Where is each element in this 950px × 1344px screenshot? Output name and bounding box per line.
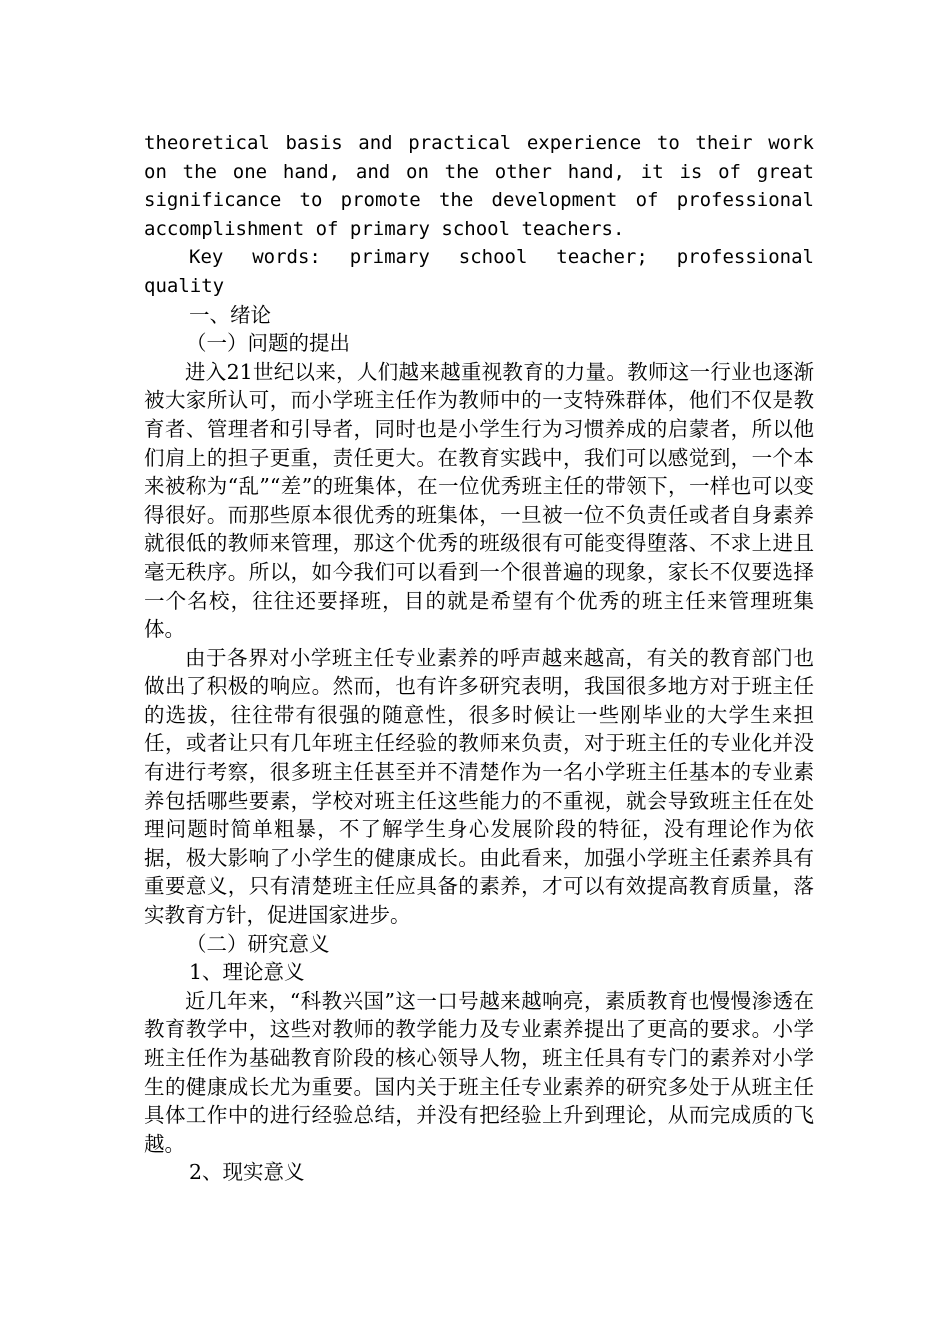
- abstract-tail: theoretical basis and practical experience to their work on the one hand, and on the other hand, it is of great significance to promote the development of professional accomplishment of primary school teachers.: [144, 132, 826, 240]
- body-paragraph: 进入21世纪以来，人们越来越重视教育的力量。教师这一行业也逐渐被大家所认可，而小学班主任作为教师中的一支特殊群体，他们不仅是教育者、管理者和引导者，同时也是小学生行为习惯养成的启蒙者，所以他们肩上的担子更重，责任更大。在教育实践中，我们可以感觉到，一个本来被称为“乱”“差”的班集体，在一位优秀班主任的带领下，一样也可以变得很好。而那些原本很优秀的班集体，一旦被一位不负责任或者自身素养就很低的教师来管理，那这个优秀的班级很有可能变得堕落、不求上进且毫无秩序。所以，如今我们可以看到一个很普遍的现象，家长不仅要选择一个名校，往往还要择班，目的就是希望有个优秀的班主任来管理班集体。: [144, 359, 814, 642]
- subsection-heading: （二）研究意义: [186, 931, 330, 956]
- subsection-heading: （一）问题的提出: [186, 331, 350, 356]
- item-heading: 1、理论意义: [189, 960, 305, 985]
- page-content: [144, 129, 826, 1187]
- item-heading: 2、现实意义: [189, 1160, 305, 1185]
- section-heading: 一、绪论: [189, 302, 271, 327]
- body-paragraph: 近几年来，“科教兴国”这一口号越来越响亮，素质教育也慢慢渗透在教育教学中，这些对教师的教学能力及专业素养提出了更高的要求。小学班主任作为基础教育阶段的核心领导人物，班主任具有专门的素养对小学生的健康成长尤为重要。国内关于班主任专业素养的研究多处于从班主任具体工作中的进行经验总结，并没有把经验上升到理论，从而完成质的飞越。: [144, 988, 814, 1156]
- keywords: Key words: primary school teacher; professional quality: [144, 246, 826, 297]
- body-paragraph: 由于各界对小学班主任专业素养的呼声越来越高，有关的教育部门也做出了积极的响应。然而，也有许多研究表明，我国很多地方对于班主任的选拔，往往带有很强的随意性，很多时候让一些刚毕业的大学生来担任，或者让只有几年班主任经验的教师来负责，对于班主任的专业化并没有进行考察，很多班主任甚至并不清楚作为一名小学班主任基本的专业素养包括哪些要素，学校对班主任这些能力的不重视，就会导致班主任在处理问题时简单粗暴，不了解学生身心发展阶段的特征，没有理论作为依据，极大影响了小学生的健康成长。由此看来，加强小学班主任素养具有重要意义，只有清楚班主任应具备的素养，才可以有效提高教育质量，落实教育方针，促进国家进步。: [144, 645, 814, 928]
